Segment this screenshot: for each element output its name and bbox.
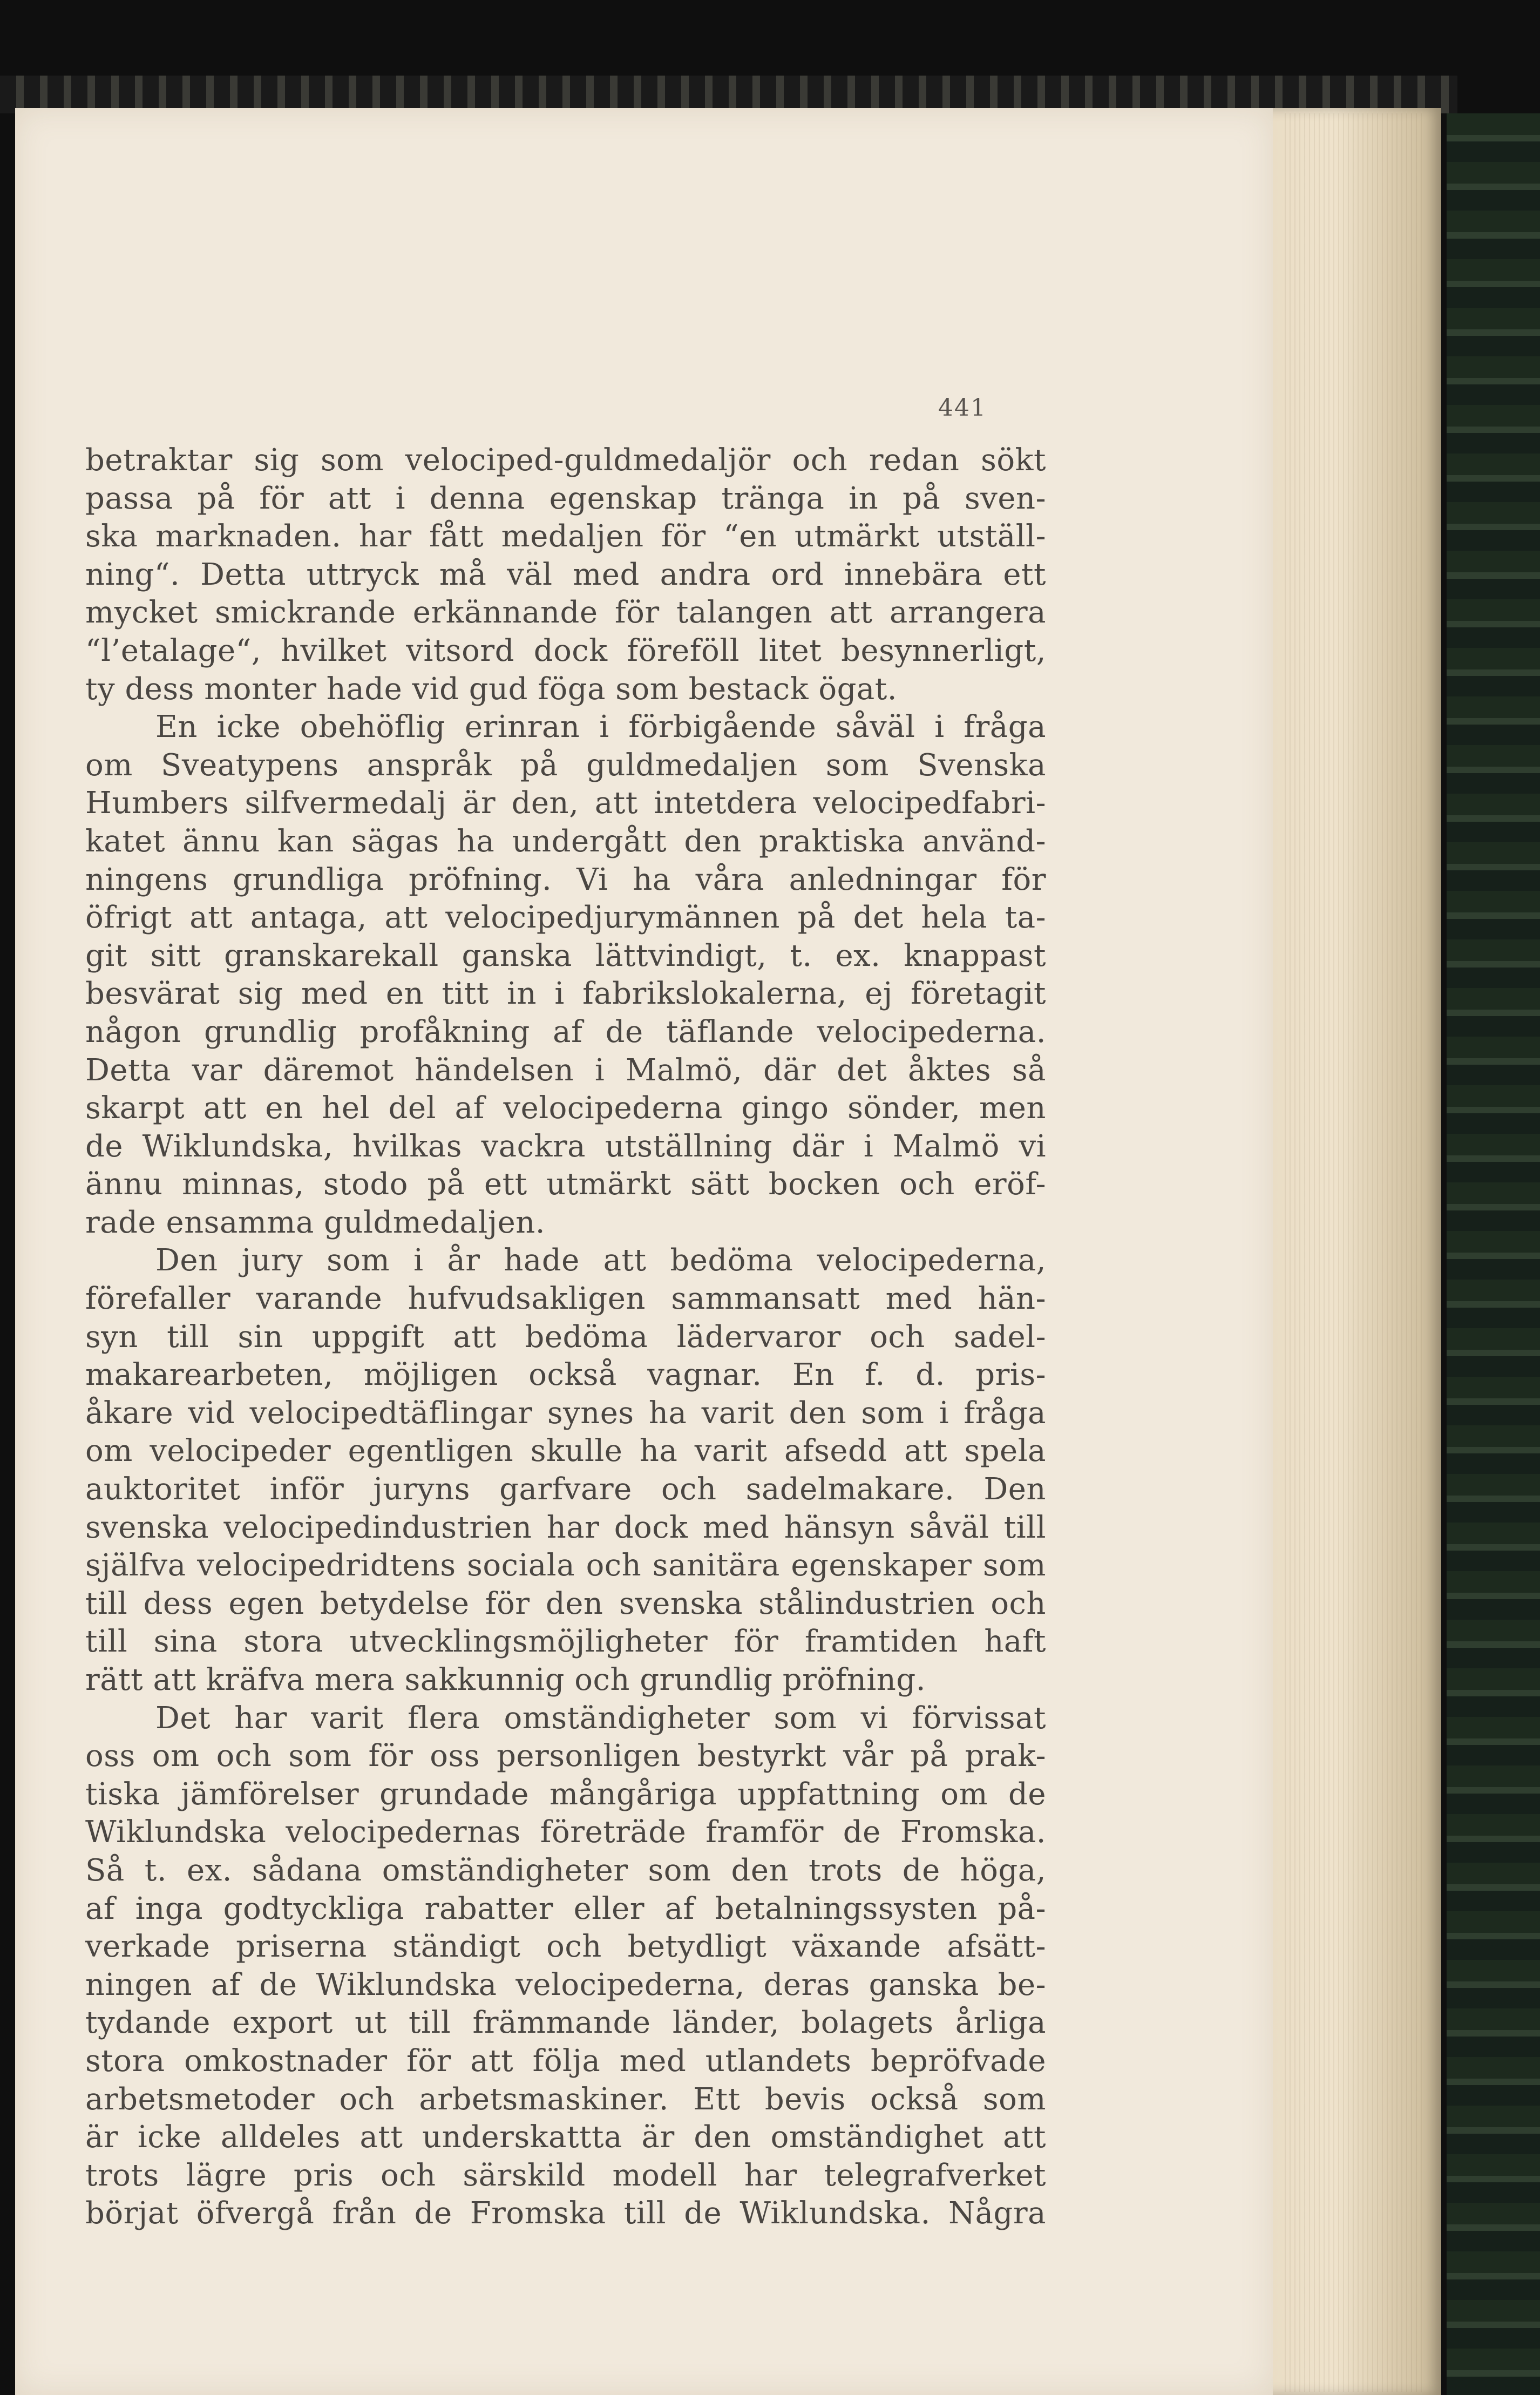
text-line: förefaller varande hufvudsakligen sammansatt med hän-: [85, 1281, 1046, 1317]
text-line: ningen af de Wiklundska velocipederna, deras ganska be-: [85, 1967, 1046, 2002]
text-line: Detta var däremot händelsen i Malmö, där det åktes så: [85, 1052, 1046, 1088]
text-line: git sitt granskarekall ganska lättvindigt, t. ex. knappast: [85, 938, 1046, 973]
text-line: oss om och som för oss personligen bestyrkt vår på prak-: [85, 1738, 1046, 1774]
text-line: Den jury som i år hade att bedöma velocipederna,: [155, 1243, 1046, 1278]
text-line: ning“. Detta uttryck må väl med andra ord innebära ett: [85, 557, 1046, 592]
text-line: besvärat sig med en titt in i fabrikslokalerna, ej företagit: [85, 976, 1046, 1012]
text-line: stora omkostnader för att följa med utlandets bepröfvade: [85, 2043, 1046, 2079]
text-line: öfrigt att antaga, att velocipedjurymännen på det hela ta-: [85, 900, 1046, 936]
book-page: [15, 108, 1273, 2395]
text-line: ningens grundliga pröfning. Vi ha våra anledningar för: [85, 862, 1046, 897]
text-line: till sina stora utvecklingsmöjligheter för framtiden haft: [85, 1624, 1046, 1660]
text-line: rätt att kräfva mera sakkunnig och grundlig pröfning.: [85, 1662, 926, 1697]
text-line: om velocipeder egentligen skulle ha varit afsedd att spela: [85, 1433, 1046, 1469]
text-line: till dess egen betydelse för den svenska stålindustrien och: [85, 1586, 1046, 1621]
text-line: Wiklundska velocipedernas företräde framför de Fromska.: [85, 1815, 1046, 1850]
text-line: Det har varit flera omständigheter som vi förvissat: [155, 1700, 1046, 1736]
text-line: ska marknaden. har fått medaljen för “en utmärkt utställ-: [85, 519, 1046, 554]
text-line: själfva velocipedridtens sociala och sanitära egenskaper som: [85, 1548, 1046, 1584]
page-text-body: [85, 442, 1046, 2233]
text-line: åkare vid velocipedtäflingar synes ha varit den som i fråga: [85, 1395, 1046, 1431]
text-line: “l’etalage“, hvilket vitsord dock föreföll litet besynnerligt,: [85, 633, 1046, 668]
text-line: af inga godtyckliga rabatter eller af betalningssysten på-: [85, 1891, 1046, 1926]
book-binding: [1447, 113, 1540, 2395]
text-line: makarearbeten, möjligen också vagnar. En f. d. pris-: [85, 1357, 1046, 1393]
text-line: Humbers silfvermedalj är den, att intetdera velocipedfabri-: [85, 786, 1046, 821]
text-line: katet ännu kan sägas ha undergått den praktiska använd-: [85, 823, 1046, 859]
text-line: syn till sin uppgift att bedöma lädervaror och sadel-: [85, 1319, 1046, 1355]
page-stack-lines: [1285, 113, 1425, 2392]
text-line: börjat öfvergå från de Fromska till de Wiklundska. Några: [85, 2196, 1046, 2231]
text-line: passa på för att i denna egenskap tränga in på sven-: [85, 481, 1046, 516]
text-line: någon grundlig profåkning af de täflande velocipederna.: [85, 1014, 1046, 1050]
text-line: mycket smickrande erkännande för talangen att arrangera: [85, 595, 1046, 631]
text-line: om Sveatypens anspråk på guldmedaljen som Svenska: [85, 747, 1046, 783]
text-line: ty dess monter hade vid gud föga som bestack ögat.: [85, 671, 898, 707]
text-line: skarpt att en hel del af velocipederna gingo sönder, men: [85, 1091, 1046, 1126]
text-line: ännu minnas, stodo på ett utmärkt sätt bocken och eröf-: [85, 1167, 1046, 1202]
text-line: arbetsmetoder och arbetsmaskiner. Ett bevis också som: [85, 2081, 1046, 2117]
text-line: de Wiklundska, hvilkas vackra utställning där i Malmö vi: [85, 1128, 1046, 1164]
text-line: En icke obehöflig erinran i förbigående såväl i fråga: [155, 709, 1046, 745]
text-line: trots lägre pris och särskild modell har telegrafverket: [85, 2157, 1046, 2193]
page-number: 441: [938, 394, 987, 422]
text-line: verkade priserna ständigt och betydligt växande afsätt-: [85, 1929, 1046, 1965]
text-line: auktoritet inför juryns garfvare och sadelmakare. Den: [85, 1472, 1046, 1507]
text-line: Så t. ex. sådana omständigheter som den trots de höga,: [85, 1852, 1046, 1888]
text-line: tiska jämförelser grundade mångåriga uppfattning om de: [85, 1776, 1046, 1812]
text-line: svenska velocipedindustrien har dock med hänsyn såväl till: [85, 1510, 1046, 1545]
text-line: betraktar sig som velociped-guldmedaljör och redan sökt: [85, 443, 1046, 478]
text-line: tydande export ut till främmande länder, bolagets årliga: [85, 2005, 1046, 2041]
text-line: rade ensamma guldmedaljen.: [85, 1205, 546, 1240]
text-line: är icke alldeles att underskattta är den omständighet att: [85, 2120, 1046, 2155]
